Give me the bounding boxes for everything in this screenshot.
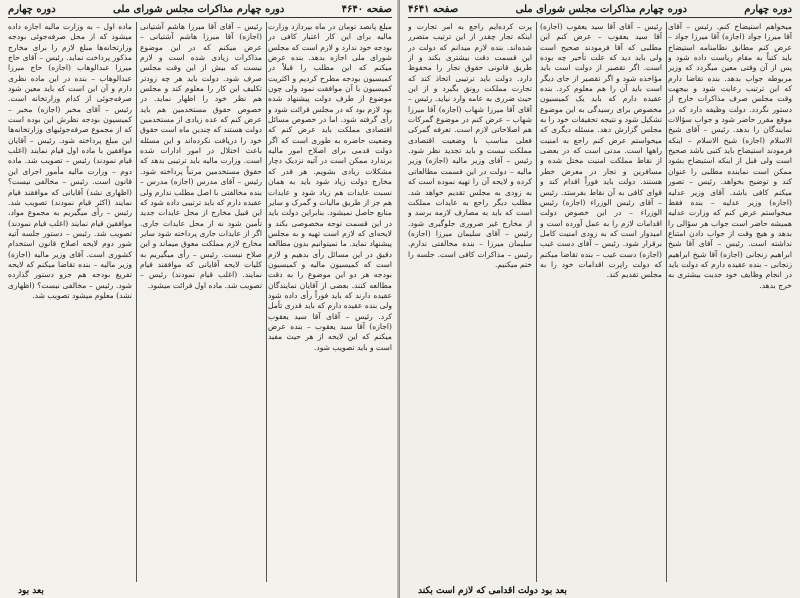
- column-text: ماده اول – به وزارت مالیه اجازه داده میشود که از محل صرفه‌جوئی بودجه وزارتخانه‌ها مبلغ لازم را برای مخارج مذکور پرداخت نماید. رئیس – آقای حاج میرزا عبدالوهاب (اجازه) حاج میرزا عبدالوهاب – بنده در این ماده نظری دارم و آن این است که باید معین شود صرفه‌جوئی از کدام وزارتخانه است. رئیس – آقای مخبر (اجازه) مخبر – کمیسیون بودجه نظرش این بوده است که از مجموع صرفه‌جوئیهای وزارتخانه‌ها این مبلغ پرداخته شود. رئیس – آقایان موافقین با ماده اول قیام نمایند (اغلب قیام نمودند) رئیس – تصویب شد. ماده دوم – وزارت مالیه مأمور اجرای این قانون است. رئیس – مخالفی نیست؟ (اظهاری نشد) آقایانی که موافقند قیام نمایند (اکثر قیام نمودند) تصویب شد. رئیس – رأی میگیریم به مجموع مواد، موافقین قیام نمایند (اغلب قیام نمودند) تصویب شد. رئیس – دستور جلسه آتیه شور دوم لایحه اصلاح قانون استخدام کشوری است. آقای وزیر مالیه (اجازه) وزیر مالیه – بنده تقاضا میکنم که لایحه تفریغ بودجه هم جزو دستور گذارده شود. رئیس – مخالفی نیست؟ (اظهاری نشد) معلوم میشود تصویب شد.: [8, 22, 132, 300]
- column-text: مبلغ پانصد تومان در ماه بپردازد وزارت مالیه برای این کار اعتبار کافی در بودجه خود ندارد و لازم است که مجلس شورای ملی اجازه بدهد. بنده عرض میکنم که این مطلب را قبلاً در کمیسیون بودجه مطرح کردیم و اکثریت کمیسیون با آن موافقت نمود ولی چون موضوع از طرف دولت پیشنهاد شده بود لازم بود که در مجلس قرائت شود و رأی گرفته شود. اما در خصوص مسائل اقتصادی مملکت باید عرض کنم که وضعیت حاضره به طوری است که اگر دولت قدمی برای اصلاح امور مالیه برندارد ممکن است در آتیه نزدیک دچار مشکلات زیادی بشویم. هر قدر که مخارج دولت زیاد شود باید به همان نسبت عایدات هم زیاد شود و عایدات هم جز از طریق مالیات و گمرک و سایر منابع حاصل نمیشود. بنابراین دولت باید در این قسمت توجه مخصوصی بکند و لایحه‌ای که لازم است تهیه و به مجلس پیشنهاد نماید. ما نمیتوانیم بدون مطالعه دقیق در این مسائل رأی بدهیم و لازم است که کمیسیون مالیه و کمیسیون بودجه هر دو این موضوع را به دقت مطالعه کنند. بعضی از آقایان نمایندگان عقیده دارند که باید فوراً رأی داده شود ولی بنده عقیده دارم که باید قدری تأمل کرد. رئیس – آقای آقا سید یعقوب (اجازه) آقا سید یعقوب – بنده عرض میکنم که این لایحه از هر حیث مفید است و باید تصویب شود.: [268, 22, 392, 352]
- page-left: [400, 0, 800, 598]
- volume-label: دوره چهارم: [8, 4, 56, 15]
- page-number: صفحه ۴۶۴۱: [408, 4, 459, 15]
- publication-title: دوره چهارم مذاکرات مجلس شورای ملی: [515, 4, 687, 15]
- volume-label: دوره چهارم: [744, 4, 792, 15]
- bottom-text: بعد بود: [18, 586, 44, 596]
- column-divider: [536, 22, 537, 582]
- column-text: پرت کرده‌ایم راجع به امر تجارت و اینکه تجار چقدر از این ترتیب متضرر شده‌اند. بنده لازم میدانم که دولت در این قسمت دقت بیشتری بکند و از طریق قانونی حقوق تجار را محفوظ دارد. دولت باید ترتیبی اتخاذ کند که تجارت مملکت رونق بگیرد و از این حیث ضرری به عامه وارد نیاید. رئیس – آقای آقا میرزا شهاب (اجازه) آقا میرزا شهاب – عرض کنم در موضوع گمرکات هم اصلاحاتی لازم است. تعرفه گمرکی فعلی مناسب با وضعیت اقتصادی مملکت نیست و باید تجدید نظر شود. رئیس – آقای وزیر مالیه (اجازه) وزیر مالیه – دولت در این قسمت مطالعاتی کرده و لایحه آن را تهیه نموده است که به زودی به مجلس تقدیم خواهد شد. مطلب دیگر راجع به عایدات مملکت است که باید به مصارف لازمه برسد و از مخارج غیر ضروری جلوگیری شود. رئیس – آقای سلیمان میرزا (اجازه) سلیمان میرزا – بنده مخالفتی ندارم. رئیس – مذاکرات کافی است. جلسه را ختم میکنیم.: [408, 22, 532, 269]
- page-number: صفحه ۴۶۴۰: [341, 4, 392, 15]
- page-header: [8, 2, 392, 18]
- text-column-1: [668, 22, 792, 584]
- text-column-2: [540, 22, 662, 584]
- column-text: رئیس – آقای آقا میرزا هاشم آشتیانی (اجازه) آقا میرزا هاشم آشتیانی – عرض میکنم که در این موضوع مذاکرات زیادی شده است و لازم نیست که بیش از این وقت مجلس صرف شود. دولت باید هر چه زودتر تکلیف این کار را معلوم کند و مجلس هم نظر خود را اظهار نماید. در خصوص حقوق مستخدمین هم باید عرض کنم که عده زیادی از مستخدمین دولت هستند که چندین ماه است حقوق خود را دریافت نکرده‌اند و این مسئله باعث اختلال در امور ادارات شده است. وزارت مالیه باید ترتیبی بدهد که حقوق مستخدمین مرتباً پرداخته شود. رئیس – آقای مدرس (اجازه) مدرس – بنده مخالفتی با اصل مطلب ندارم ولی عقیده دارم که باید ترتیبی داده شود که این قبیل مخارج از محل عایدات جدید تأمین شود نه از محل عایدات جاری. اگر از عایدات جاری پرداخته شود سایر مخارج لازم مملکت معوق میماند و این صلاح نیست. رئیس – رأی میگیریم به کلیات لایحه آقایانی که موافقند قیام نمایند. (اغلب قیام نمودند) رئیس – تصویب شد. ماده اول قرائت میشود.: [140, 22, 262, 290]
- column-text: رئیس – آقای آقا سید یعقوب (اجازه) آقا سید یعقوب – عرض کنم این مطلبی که آقا فرمودند صحیح است ولی باید دید که علت تأخیر چه بوده است. اگر تقصیر از دولت است باید مؤاخذه شود و اگر تقصیر از جای دیگر است باید آن را هم معلوم کرد. بنده عقیده دارم که باید یک کمیسیون مخصوص برای رسیدگی به این موضوع تشکیل شود و نتیجه تحقیقات خود را به مجلس گزارش دهد. مسئله دیگری که میخواستم عرض کنم راجع به امنیت راهها است. مدتی است که در بعضی از نقاط مملکت امنیت مختل شده و مسافرین و تجار در معرض خطر هستند. دولت باید فوراً اقدام کند و قوای کافی به آن نقاط بفرستد. رئیس – آقای رئیس الوزراء (اجازه) رئیس الوزراء – در این خصوص دولت اقدامات لازم را به عمل آورده است و امیدوار است که به زودی امنیت کامل برقرار شود. رئیس – آقای دست غیب (اجازه) دست غیب – بنده تقاضا میکنم که دولت راپرت اقدامات خود را به مجلس تقدیم کند.: [540, 22, 662, 280]
- column-text: میخواهم استیضاح کنم. رئیس – آقای آقا میرزا جواد (اجازه) آقا میرزا جواد – عرض کنم مطابق نظامنامه استیضاح باید کتباً به مقام ریاست داده شود و پس از آن وقتی معین میگردد که وزیر مربوطه جواب بدهد. بنده تقاضا دارم که این ترتیب رعایت شود و بیجهت وقت مجلس صرف مذاکرات خارج از دستور نگردد. دولت وظیفه دارد که در موقع مقرر حاضر شود و جواب سؤالات نمایندگان را بدهد. رئیس – آقای شیخ الاسلام (اجازه) شیخ الاسلام – اینکه فرمودند استیضاح باید کتبی باشد صحیح است ولی قبل از اینکه استیضاح بشود ممکن است نماینده مطلبی را عنوان کند و توضیح بخواهد. رئیس – تصور میکنم کافی باشد. آقای وزیر عدلیه (اجازه) وزیر عدلیه – بنده فقط میخواستم عرض کنم که وزارت عدلیه همیشه حاضر است جواب هر سؤالی را بدهد و هیچ وقت از جواب دادن امتناع نداشته است. رئیس – آقای آقا شیخ ابراهیم زنجانی (اجازه) آقا شیخ ابراهیم زنجانی – بنده عقیده دارم که دولت باید در انجام وظایف خود جدیت بیشتری به خرج بدهد.: [668, 22, 792, 290]
- bottom-text: بعد بود دولت اقدامی که لازم است بکند: [418, 586, 567, 596]
- text-column-2: [140, 22, 262, 584]
- page-header: [408, 2, 792, 18]
- text-column-1: [268, 22, 392, 584]
- column-divider: [666, 22, 667, 582]
- text-column-3: [408, 22, 532, 584]
- publication-title: دوره چهارم مذاکرات مجلس شورای ملی: [113, 4, 285, 15]
- column-divider: [136, 22, 137, 582]
- text-column-3: [8, 22, 132, 584]
- column-divider: [266, 22, 267, 582]
